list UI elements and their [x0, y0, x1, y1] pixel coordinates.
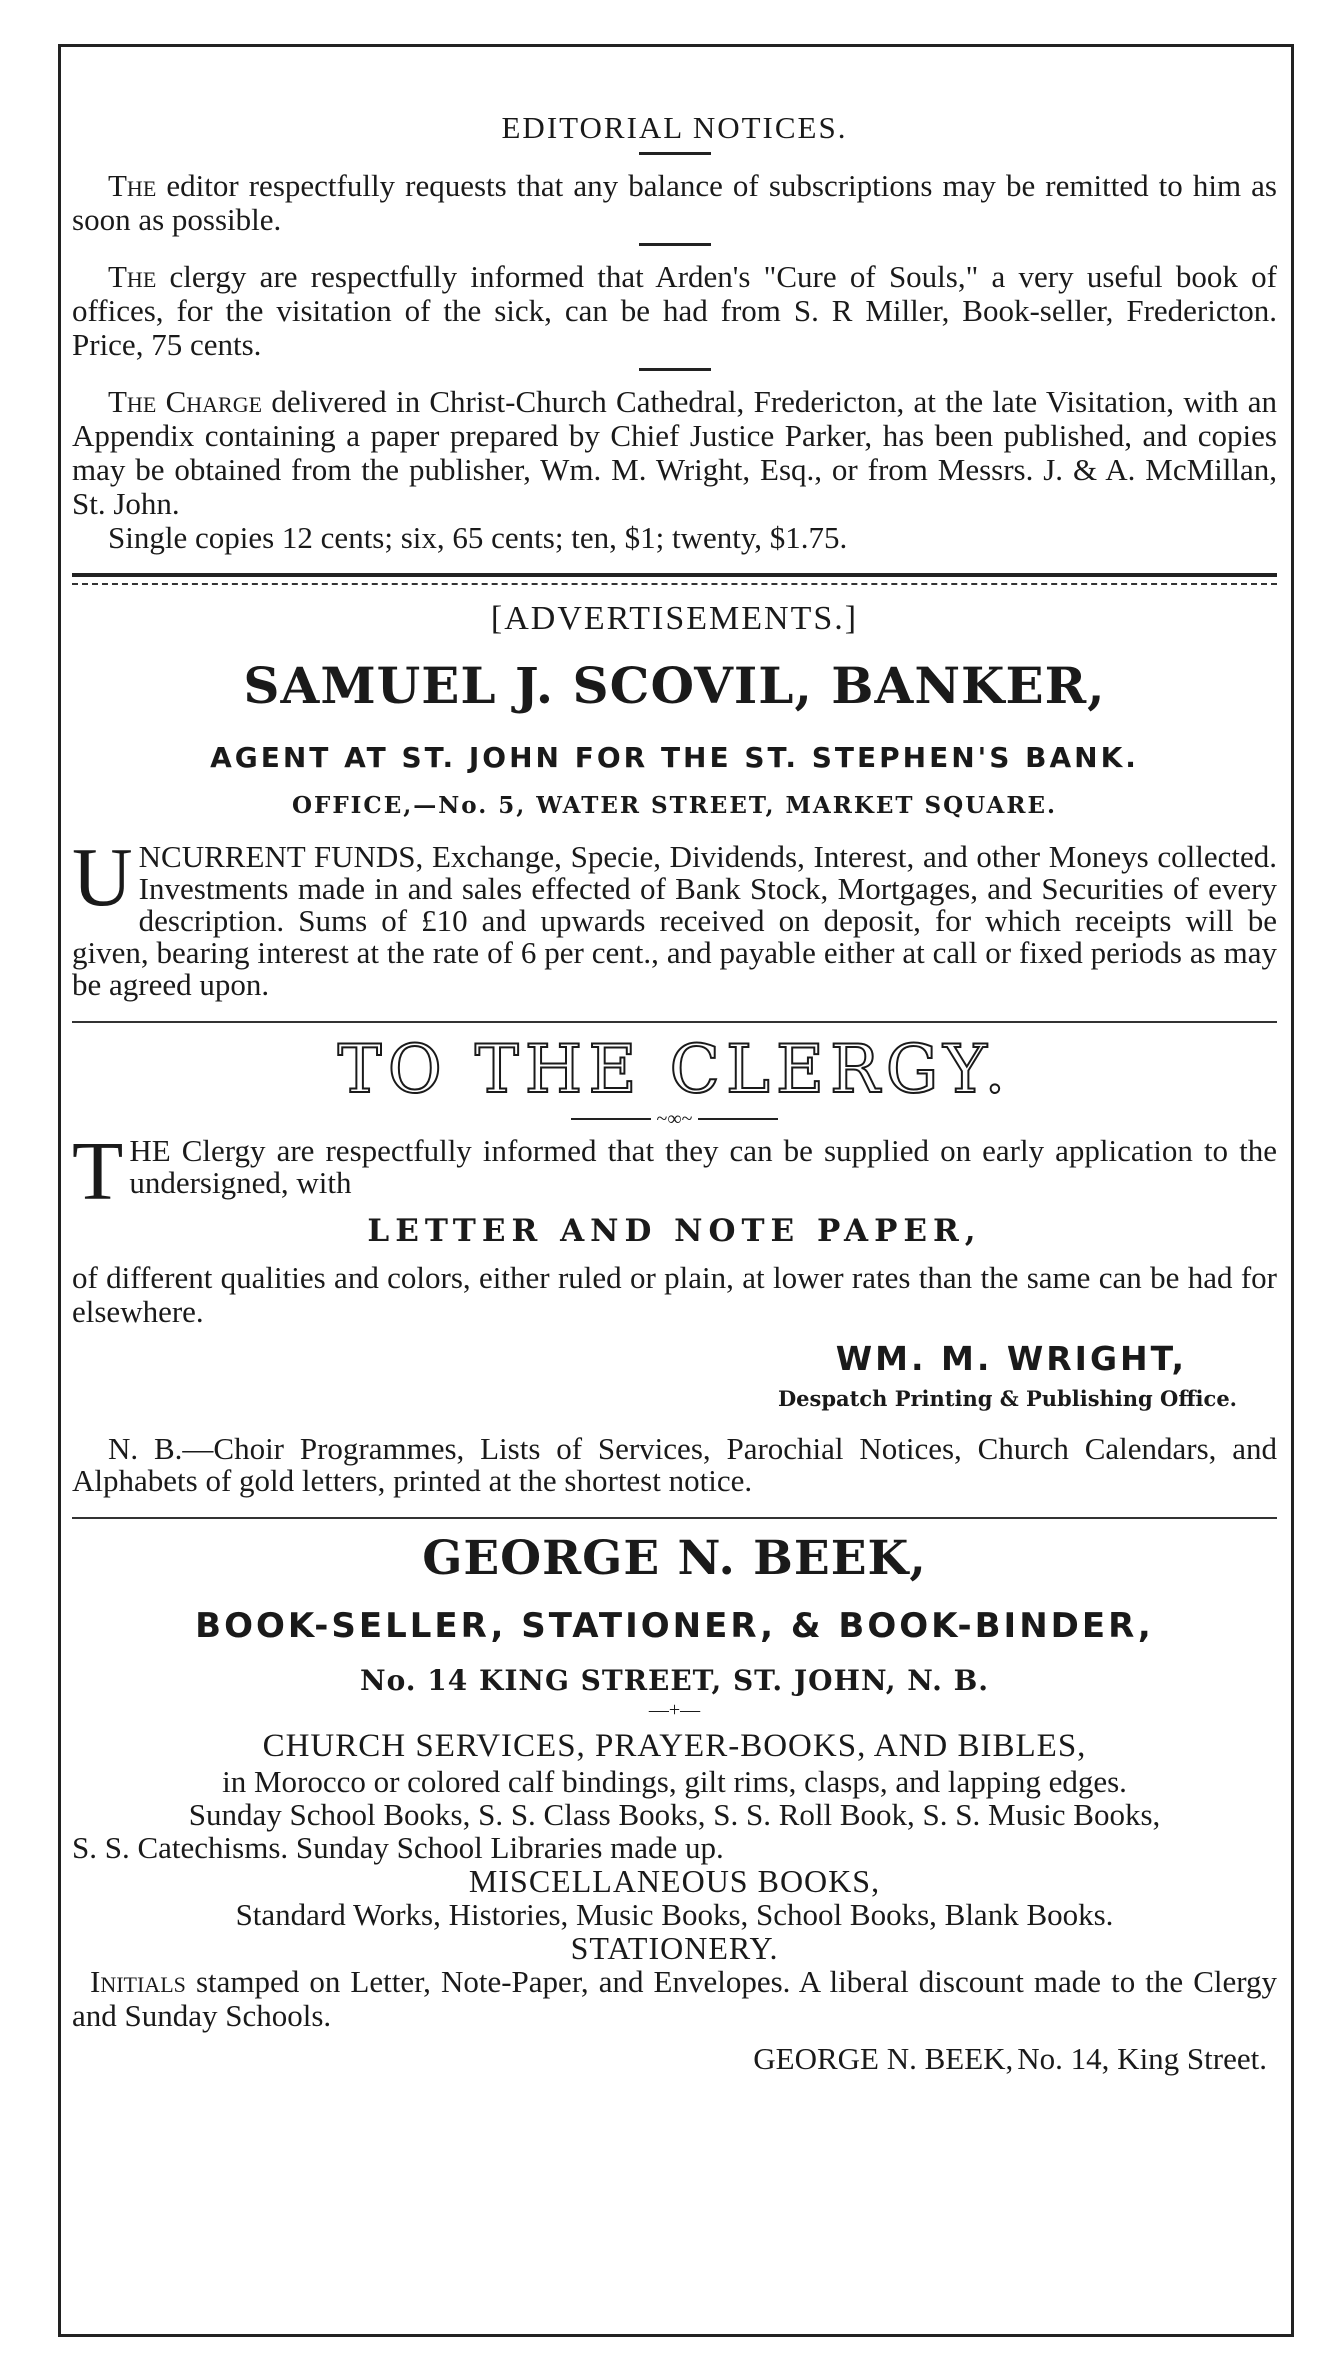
misc-books-line: Standard Works, Histories, Music Books, School Books, Blank Books.: [235, 1897, 1114, 1932]
divider: [639, 152, 711, 155]
scovil-agent-line: AGENT AT ST. JOHN FOR THE ST. STEPHEN'S BANK.: [210, 741, 1139, 774]
stationery-heading: STATIONERY.: [570, 1930, 779, 1966]
beek-signature-name: GEORGE N. BEEK,: [753, 2041, 1014, 2076]
clergy-intro: [72, 1125, 1277, 1218]
notice-text: editor respectfully requests that any balance of subscriptions may be remitted to him as soon as possible.: [72, 168, 1277, 237]
notice-lead: The: [108, 168, 157, 203]
wright-office: Despatch Printing & Publishing Office.: [777, 1386, 1237, 1411]
services-line: S. S. Catechisms. Sunday School Libraries made up.: [72, 1830, 724, 1865]
beek-signature: [72, 2041, 1277, 2077]
services-line: in Morocco or colored calf bindings, gilt rims, clasps, and lapping edges.: [222, 1764, 1127, 1799]
beek-address: No. 14 KING STREET, ST. JOHN, N. B.: [360, 1664, 989, 1697]
divider: [639, 243, 711, 246]
scovil-body-text: NCURRENT FUNDS, Exchange, Specie, Dividends, Interest, and other Moneys collected. Investments made in and sales effected of Bank Stock, Mortgages, and Securities of every description. Sums of £10 and upwards received on deposit, for which receipts will be given, bearing interest at the rate of 6 per cent., and payable either at call or fixed periods as may be agreed upon.: [72, 839, 1277, 1002]
scovil-advertisement: [72, 600, 1277, 1001]
notice-text: clergy are respectfully informed that Arden's "Cure of Souls," a very useful book of offices, for the visitation of the sick, can be had from S. R Miller, Book-seller, Fredericton. Price, 75 cents.: [72, 259, 1277, 362]
section-rule: [72, 1021, 1277, 1023]
beek-advertisement: [72, 1531, 1277, 2077]
notice-lead: The Charge: [108, 384, 263, 419]
initials-text: stamped on Letter, Note-Paper, and Envelopes. A liberal discount made to the Clergy and Sunday Schools.: [72, 1964, 1278, 2033]
drop-cap: U: [72, 831, 133, 924]
beek-name: GEORGE N. BEEK,: [422, 1531, 927, 1586]
ornamental-divider: [72, 1109, 1277, 1129]
drop-cap: T: [72, 1125, 124, 1218]
advertisements-heading: [ADVERTISEMENTS.]: [490, 600, 859, 637]
clergy-heading: TO THE CLERGY.: [337, 1031, 1012, 1108]
notice-text: delivered in Christ-Church Cathedral, Fredericton, at the late Visitation, with an Appendix containing a paper prepared by Chief Justice Parker, has been published, and copies may be obtained from the publisher, Wm. M. Wright, Esq., or from Messrs. J. & A. McMillan, St. John.: [72, 384, 1278, 521]
editorial-notice-2: [72, 260, 1277, 362]
clergy-advertisement: [72, 1031, 1277, 1498]
clergy-body: of different qualities and colors, either ruled or plain, at lower rates than the same can be had for elsewhere.: [72, 1260, 1277, 1329]
church-services-heading: CHURCH SERVICES, PRAYER-BOOKS, AND BIBLES,: [262, 1728, 1087, 1764]
section-rule: [72, 1517, 1277, 1519]
editorial-heading: EDITORIAL NOTICES.: [501, 110, 848, 145]
beek-trade: BOOK-SELLER, STATIONER, & BOOK-BINDER,: [195, 1606, 1154, 1646]
initials-lead: Initials: [90, 1964, 186, 1999]
services-line: Sunday School Books, S. S. Class Books, S. S. Roll Book, S. S. Music Books,: [188, 1797, 1161, 1832]
scovil-office-line: OFFICE,—No. 5, WATER STREET, MARKET SQUARE.: [291, 792, 1058, 819]
ornament-icon: ~∞~: [656, 1108, 693, 1130]
editorial-notice-3-prices: Single copies 12 cents; six, 65 cents; ten, $1; twenty, $1.75.: [108, 520, 848, 555]
editorial-notice-1: [72, 169, 1277, 237]
beek-signature-address: No. 14, King Street.: [1017, 2041, 1267, 2076]
divider: [639, 368, 711, 371]
notice-lead: The: [108, 259, 157, 294]
clergy-product-line: LETTER AND NOTE PAPER,: [367, 1213, 982, 1249]
initials-paragraph: [72, 1965, 1277, 2033]
misc-books-heading: MISCELLANEOUS BOOKS,: [468, 1863, 881, 1899]
clergy-intro-text: HE Clergy are respectfully informed that they can be supplied on early application to the undersigned, with: [129, 1133, 1277, 1200]
scovil-body: [72, 831, 1277, 1002]
scovil-name: SAMUEL J. SCOVIL, BANKER,: [243, 656, 1106, 715]
clergy-nb: N. B.—Choir Programmes, Lists of Services, Parochial Notices, Church Calendars, and Alphabets of gold letters, printed at the shortest notice.: [72, 1431, 1277, 1498]
ornamental-divider: —+—: [648, 1699, 701, 1721]
page-content: [72, 60, 1277, 2077]
editorial-notices-section: [72, 110, 1277, 555]
section-double-rule: [72, 573, 1277, 586]
editorial-notice-3: [72, 385, 1277, 521]
wright-signature: WM. M. WRIGHT,: [835, 1339, 1187, 1378]
